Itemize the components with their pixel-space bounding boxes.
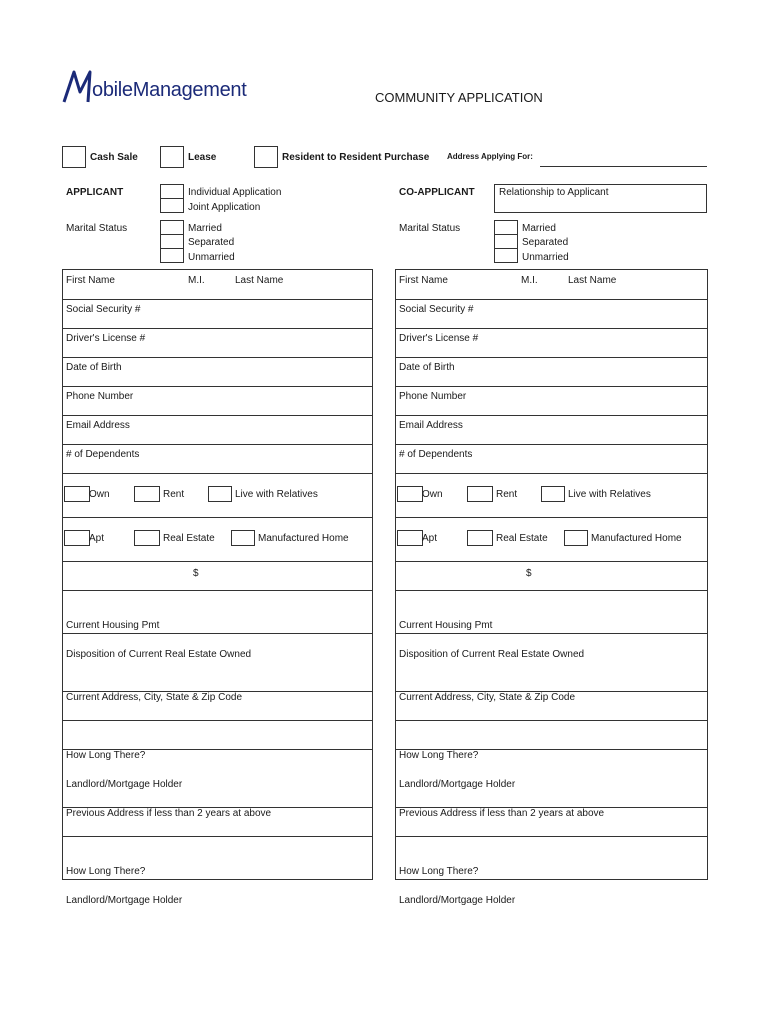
applicant-own-checkbox[interactable] — [64, 486, 90, 502]
applicant-row-divider — [63, 473, 372, 474]
separated-label: Separated — [188, 237, 235, 248]
applicant-row-divider — [63, 444, 372, 445]
address-applying-label: Address Applying For: — [447, 152, 533, 161]
coapplicant-previous-address-label: Previous Address if less than 2 years at above — [399, 808, 605, 819]
coapplicant-row-divider — [396, 590, 707, 591]
applicant-how-long2-label: How Long There? — [66, 866, 146, 877]
coapplicant-how-long-label: How Long There? — [399, 750, 479, 761]
applicant-row-divider — [63, 561, 372, 562]
applicant-apt-checkbox[interactable] — [64, 530, 90, 546]
applicant-current-address-label: Current Address, City, State & Zip Code — [66, 692, 243, 703]
co-unmarried-label: Unmarried — [522, 252, 569, 263]
coapplicant-apt-checkbox[interactable] — [397, 530, 423, 546]
applicant-email-label: Email Address — [66, 420, 130, 431]
coapplicant-own-label: Own — [422, 489, 443, 500]
cash-sale-label: Cash Sale — [90, 152, 138, 163]
unmarried-label: Unmarried — [188, 252, 235, 263]
coapplicant-manufactured-checkbox[interactable] — [564, 530, 588, 546]
coapplicant-ssn-label: Social Security # — [399, 304, 474, 315]
applicant-row-divider — [63, 328, 372, 329]
coapplicant-row-divider — [396, 328, 707, 329]
resident-purchase-label: Resident to Resident Purchase — [282, 152, 430, 163]
applicant-row-divider — [63, 415, 372, 416]
individual-app-label: Individual Application — [188, 187, 282, 198]
co-married-checkbox[interactable] — [494, 220, 518, 235]
coapplicant-dependents-label: # of Dependents — [399, 449, 473, 460]
applicant-row-divider — [63, 386, 372, 387]
coapplicant-form — [395, 269, 708, 906]
applicant-form — [62, 269, 373, 906]
applicant-previous-address-label: Previous Address if less than 2 years at above — [66, 808, 272, 819]
coapplicant-relatives-label: Live with Relatives — [568, 489, 651, 500]
coapplicant-landlord-label: Landlord/Mortgage Holder — [399, 779, 516, 790]
coapplicant-mi-label: M.I. — [521, 275, 538, 286]
coapplicant-row-divider — [396, 720, 707, 721]
applicant-how-long-label: How Long There? — [66, 750, 146, 761]
coapplicant-row-divider — [396, 517, 707, 518]
lease-checkbox[interactable] — [160, 146, 184, 168]
coapplicant-row-divider — [396, 415, 707, 416]
co-separated-label: Separated — [522, 237, 569, 248]
coapplicant-row-divider — [396, 561, 707, 562]
married-label: Married — [188, 223, 222, 234]
coapplicant-email-label: Email Address — [399, 420, 463, 431]
page-title: COMMUNITY APPLICATION — [375, 90, 543, 105]
applicant-real-estate-label: Real Estate — [163, 533, 215, 544]
applicant-dollar-sign: $ — [193, 568, 199, 579]
married-checkbox[interactable] — [160, 220, 184, 235]
applicant-row-divider — [63, 720, 372, 721]
applicant-row-divider — [63, 357, 372, 358]
applicant-dob-label: Date of Birth — [66, 362, 122, 373]
joint-app-label: Joint Application — [188, 202, 261, 213]
co-separated-checkbox[interactable] — [494, 234, 518, 249]
applicant-heading: APPLICANT — [66, 187, 124, 198]
applicant-disposition-label: Disposition of Current Real Estate Owned — [66, 649, 252, 660]
coapplicant-row-divider — [396, 836, 707, 837]
applicant-real-estate-checkbox[interactable] — [134, 530, 160, 546]
applicant-mi-label: M.I. — [188, 275, 205, 286]
applicant-rent-checkbox[interactable] — [134, 486, 160, 502]
separated-checkbox[interactable] — [160, 234, 184, 249]
applicant-dependents-label: # of Dependents — [66, 449, 140, 460]
coapplicant-phone-label: Phone Number — [399, 391, 467, 402]
applicant-manufactured-label: Manufactured Home — [258, 533, 349, 544]
applicant-relatives-checkbox[interactable] — [208, 486, 232, 502]
coapplicant-dollar-sign: $ — [526, 568, 532, 579]
applicant-row-divider — [63, 517, 372, 518]
relationship-label: Relationship to Applicant — [499, 187, 609, 198]
coapplicant-license-label: Driver's License # — [399, 333, 479, 344]
coapplicant-apt-label: Apt — [422, 533, 438, 544]
cash-sale-checkbox[interactable] — [62, 146, 86, 168]
coapplicant-manufactured-label: Manufactured Home — [591, 533, 682, 544]
applicant-license-label: Driver's License # — [66, 333, 146, 344]
applicant-last-name-label: Last Name — [235, 275, 284, 286]
coapplicant-row-divider — [396, 299, 707, 300]
applicant-row-divider — [63, 836, 372, 837]
applicant-apt-label: Apt — [89, 533, 105, 544]
coapplicant-relatives-checkbox[interactable] — [541, 486, 565, 502]
co-married-label: Married — [522, 223, 556, 234]
coapplicant-rent-label: Rent — [496, 489, 518, 500]
applicant-housing-pmt-label: Current Housing Pmt — [66, 620, 160, 631]
applicant-landlord-label: Landlord/Mortgage Holder — [66, 779, 183, 790]
logo-text: obileManagement — [92, 79, 247, 101]
applicant-row-divider — [63, 633, 372, 634]
applicant-row-divider — [63, 299, 372, 300]
coapplicant-row-divider — [396, 386, 707, 387]
coapplicant-last-name-label: Last Name — [568, 275, 617, 286]
coapplicant-row-divider — [396, 473, 707, 474]
coapplicant-row-divider — [396, 633, 707, 634]
applicant-landlord2-label: Landlord/Mortgage Holder — [66, 895, 183, 906]
resident-purchase-checkbox[interactable] — [254, 146, 278, 168]
coapplicant-landlord2-label: Landlord/Mortgage Holder — [399, 895, 516, 906]
individual-app-checkbox[interactable] — [160, 184, 184, 199]
coapplicant-row-divider — [396, 357, 707, 358]
coapplicant-own-checkbox[interactable] — [397, 486, 423, 502]
coapplicant-housing-pmt-label: Current Housing Pmt — [399, 620, 493, 631]
unmarried-checkbox[interactable] — [160, 248, 184, 263]
coapplicant-rent-checkbox[interactable] — [467, 486, 493, 502]
applicant-relatives-label: Live with Relatives — [235, 489, 318, 500]
joint-app-checkbox[interactable] — [160, 198, 184, 213]
applicant-phone-label: Phone Number — [66, 391, 134, 402]
coapplicant-how-long2-label: How Long There? — [399, 866, 479, 877]
coapplicant-current-address-label: Current Address, City, State & Zip Code — [399, 692, 576, 703]
lease-label: Lease — [188, 152, 217, 163]
marital-status-label: Marital Status — [66, 223, 128, 234]
applicant-row-divider — [63, 590, 372, 591]
applicant-first-name-label: First Name — [66, 275, 115, 286]
coapplicant-disposition-label: Disposition of Current Real Estate Owned — [399, 649, 585, 660]
coapplicant-row-divider — [396, 444, 707, 445]
applicant-ssn-label: Social Security # — [66, 304, 141, 315]
applicant-own-label: Own — [89, 489, 110, 500]
coapplicant-heading: CO-APPLICANT — [399, 187, 475, 198]
coapplicant-real-estate-checkbox[interactable] — [467, 530, 493, 546]
coapplicant-real-estate-label: Real Estate — [496, 533, 548, 544]
co-marital-status-label: Marital Status — [399, 223, 461, 234]
coapplicant-first-name-label: First Name — [399, 275, 448, 286]
applicant-manufactured-checkbox[interactable] — [231, 530, 255, 546]
address-applying-field[interactable] — [540, 166, 707, 167]
co-unmarried-checkbox[interactable] — [494, 248, 518, 263]
applicant-rent-label: Rent — [163, 489, 185, 500]
coapplicant-dob-label: Date of Birth — [399, 362, 455, 373]
